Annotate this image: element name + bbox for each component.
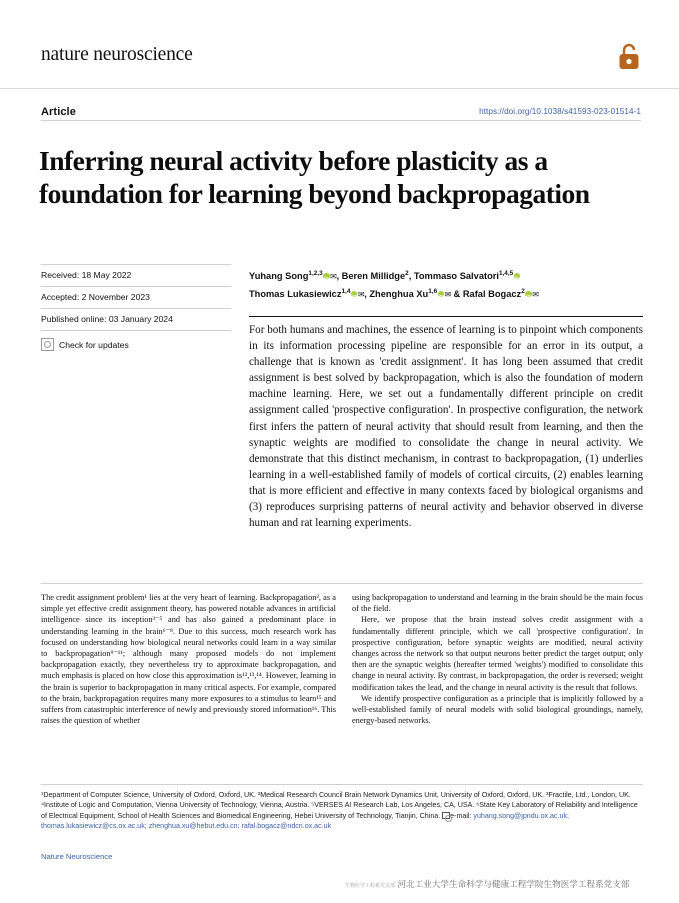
author-name[interactable]: , Beren Millidge [336,271,406,282]
author-name[interactable]: & Rafal Bogacz [450,289,522,300]
orcid-icon[interactable] [351,291,358,298]
affiliations-block [41,790,643,832]
author-name[interactable]: , Tommaso Salvatori [408,271,499,282]
author-affil-marker: 1,4,5 [498,270,514,277]
email-icon [442,812,450,819]
journal-title: nature neuroscience [41,44,193,65]
author-name[interactable]: Thomas Lukasiewicz [249,289,342,300]
email-icon[interactable]: ✉ [444,290,451,300]
journal-footer: Nature Neuroscience [41,852,113,861]
check-for-updates-button[interactable] [41,331,231,351]
header-divider [41,120,641,121]
affiliations-text: ¹Department of Computer Science, University of Oxford, Oxford, UK. ²Medical Research Council Brain Network Dynamics Unit, University of Oxford, Oxford, UK. ³Fractile, Ltd., London, UK. ⁴Institute of Logic and Computation, Vienna University of Technology, Vienna, Austria. ⁵VERSES AI Research Lab, Los Angeles, CA, USA. ⁶State Key Laboratory of Reliability and Intelligence of Electrical Equipment, School of Health Sciences and Biomedical Engineering, Hebei University of Technology, Tianjin, China. [41,791,638,820]
author-affil-marker: 1,2,3 [308,270,323,277]
author-emails[interactable]: yuhang.song@jpndu.ox.ac.uk; thomas.lukasiewicz@cs.ox.ac.uk; zhenghua.xu@hebut.edu.cn; rafal.bogacz@ndcn.ox.ac.uk [41,811,569,831]
published-date: Published online: 03 January 2024 [41,309,231,331]
page-title: Inferring neural activity before plasticity as a foundation for learning beyond backpropagation [39,145,590,210]
author-affil-marker: 1,4 [341,288,351,296]
body-column-right [352,592,643,726]
body-divider [41,583,643,584]
email-icon[interactable]: ✉ [532,290,539,300]
email-label: e-mail: [450,811,474,820]
body-paragraph: We identify prospective configuration as a principle that is implicitly followed by a well-established family of neural models with solid biological groundings, namely, energy-based networks. [352,693,643,726]
email-icon[interactable]: ✉ [357,290,365,300]
journal-masthead [0,0,679,89]
affiliations-divider [41,784,643,785]
author-affil-marker: 2 [405,270,409,277]
body-paragraph: Here, we propose that the brain instead solves credit assignment with a fundamentally different principle, which we call 'prospective configuration'. In prospective configuration, before synaptic weights are modified, neural activity changes across the network so that output neurons better predict the target output; only then are the synaptic weights (hereafter termed 'weights') modified to consolidate this change in neural activity. By contrast, in backpropagation, the order is reversed; weight modification takes the lead, and the change in neural activity is the result that follows. [352,615,643,692]
author-affil-marker: 1,6 [428,288,438,296]
watermark-small-text: 生物医学工程系党支部 [345,883,396,889]
orcid-icon[interactable] [438,291,445,298]
body-column-left [41,592,336,726]
abstract-divider [249,316,643,317]
author-name[interactable]: Yuhang Song [249,271,309,282]
abstract-text: For both humans and machines, the essence of learning is to pinpoint which components in its information processing pipeline are responsible for an error in its output, a challenge that is known as 'credit assignment'. It has long been assumed that credit assignment is best solved by backpropagation, which is also the foundation of modern machine learning. Here, we set out a fundamentally different principle on credit assignment called 'prospective configuration'. In prospective configuration, the network first infers the pattern of neural activity that should result from learning, and then the synaptic weights are modified to consolidate the change in neural activity. We demonstrate that this distinct mechanism, in contrast to backpropagation, (1) underlies learning in a well-established family of models of cortical circuits, (2) enables learning that is more efficient and effective in many contexts faced by biological organisms and (3) reproduces surprising patterns of neural activity and behavior observed in diverse human and rat learning experiments. [249,324,643,530]
body-paragraph: using backpropagation to understand and learning in the brain should be the main focus of the field. [352,593,643,614]
open-lock-icon [617,42,641,72]
refresh-icon [41,338,54,351]
author-affil-marker: 2 [521,288,525,296]
article-type-label: Article [41,106,76,118]
accepted-date: Accepted: 2 November 2023 [41,287,231,309]
received-date: Received: 18 May 2022 [41,264,231,287]
watermark-text [345,878,675,890]
author-list [249,266,641,302]
author-name[interactable]: , Zhenghua Xu [364,289,429,300]
watermark-main-text: 河北工业大学生命科学与健康工程学院生物医学工程系党支部 [397,879,630,889]
check-for-updates-label: Check for updates [59,339,129,350]
orcid-icon[interactable] [323,273,330,280]
email-icon[interactable]: ✉ [330,272,337,282]
doi-link[interactable]: https://doi.org/10.1038/s41593-023-01514-1 [479,107,641,116]
orcid-icon[interactable] [525,291,532,298]
orcid-icon[interactable] [514,273,521,280]
publication-dates [41,264,231,351]
body-paragraph: The credit assignment problem¹ lies at the very heart of learning. Backpropagation², as a simple yet effective credit assignment theory, has powered notable advances in artificial intelligence since its inception³⁻⁵ and has also gained a predominant place in understanding learning in the brain⁶⁻⁸. Due to this success, much research work has focused on understanding how biological neural networks could learn in a way similar to backpropagation⁹⁻¹¹; although many proposed models do not implement backpropagation exactly, they nevertheless try to approximate backpropagation, and much emphasis is placed on how close this approximation is¹²,¹³,¹⁴. However, learning in the brain is superior to backpropagation in many critical aspects. For example, compared to the brain, backpropagation requires many more exposures to a stimulus to learn¹⁵ and suffers from catastrophic interference of newly and previously stored information¹⁶. This raises the question of whether [41,593,336,726]
